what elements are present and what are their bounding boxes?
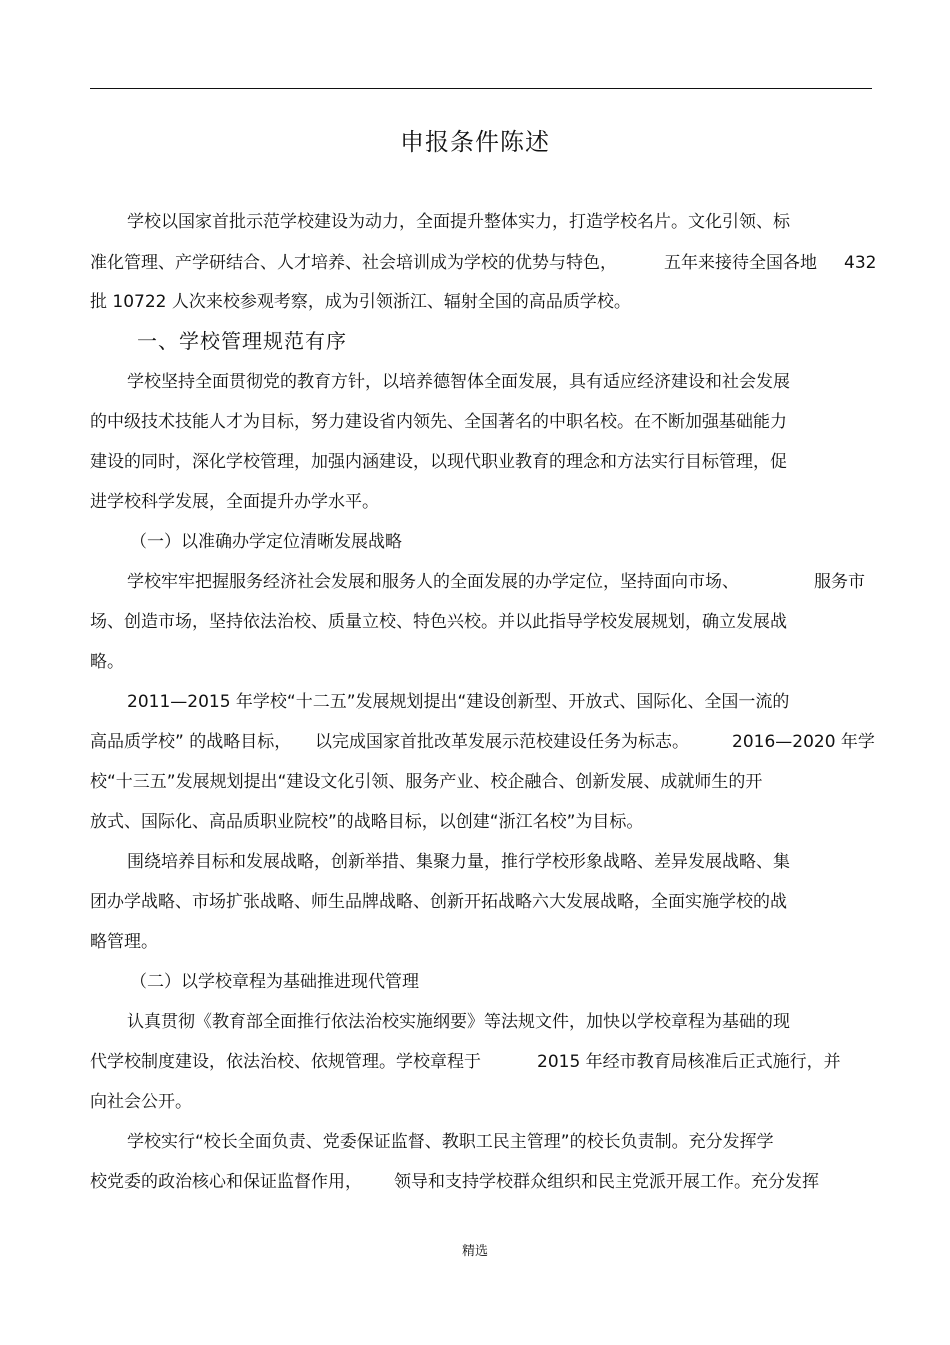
subsection-heading: （一）以准确办学定位清晰发展战略	[130, 532, 402, 552]
text-line: 以完成国家首批改革发展示范校建设任务为标志。	[315, 732, 689, 752]
text-line: 团办学战略、市场扩张战略、师生品牌战略、创新开拓战略六大发展战略，全面实施学校的战	[90, 892, 787, 912]
text-line: 服务市	[814, 572, 865, 592]
text-line: 的中级技术技能人才为目标，努力建设省内领先、全国著名的中职名校。在不断加强基础能力	[90, 412, 787, 432]
text-line: 五年来接待全国各地	[664, 253, 817, 273]
text-line: 认真贯彻《教育部全面推行依法治校实施纲要》等法规文件，加快以学校章程为基础的现	[127, 1012, 790, 1032]
text-line: 向社会公开。	[90, 1092, 192, 1112]
text-line: 2011—2015 年学校“十二五”发展规划提出“建设创新型、开放式、国际化、全国一流的	[127, 692, 790, 712]
text-line: 2015 年经市教育局核准后正式施行，并	[537, 1052, 841, 1072]
text-line: 学校以国家首批示范学校建设为动力，全面提升整体实力，打造学校名片。文化引领、标	[127, 212, 790, 232]
text-line: 进学校科学发展，全面提升办学水平。	[90, 492, 379, 512]
text-line: 校党委的政治核心和保证监督作用，	[90, 1172, 362, 1192]
text-line: 代学校制度建设，依法治校、依规管理。学校章程于	[90, 1052, 481, 1072]
text-line: 略。	[90, 652, 124, 672]
text-line: 场、创造市场，坚持依法治校、质量立校、特色兴校。并以此指导学校发展规划，确立发展战	[90, 612, 787, 632]
header-rule	[90, 88, 872, 89]
text-line: 准化管理、产学研结合、人才培养、社会培训成为学校的优势与特色，	[90, 253, 617, 273]
text-line: 学校实行“校长全面负责、党委保证监督、教职工民主管理”的校长负责制。充分发挥学	[127, 1132, 774, 1152]
text-line: 略管理。	[90, 932, 158, 952]
text-line: 校“十三五”发展规划提出“建设文化引领、服务产业、校企融合、创新发展、成就师生的开	[90, 772, 763, 792]
text-line: 高品质学校” 的战略目标，	[90, 732, 292, 752]
text-line: 432	[844, 253, 877, 273]
text-line: 领导和支持学校群众组织和民主党派开展工作。充分发挥	[394, 1172, 819, 1192]
text-line: 建设的同时，深化学校管理，加强内涵建设，以现代职业教育的理念和方法实行目标管理，促	[90, 452, 787, 472]
text-line: 学校牢牢把握服务经济社会发展和服务人的全面发展的办学定位，坚持面向市场、	[127, 572, 739, 592]
section-heading: 一、学校管理规范有序	[137, 329, 347, 353]
page-title: 申报条件陈述	[400, 128, 550, 156]
text-line: 2016—2020 年学	[732, 732, 875, 752]
text-line: 放式、国际化、高品质职业院校”的战略目标，以创建“浙江名校”为目标。	[90, 812, 644, 832]
page-footer: 精选	[461, 1244, 488, 1259]
text-line: 学校坚持全面贯彻党的教育方针，以培养德智体全面发展，具有适应经济建设和社会发展	[127, 372, 790, 392]
text-line: 批 10722 人次来校参观考察，成为引领浙江、辐射全国的高品质学校。	[90, 292, 631, 312]
subsection-heading: （二）以学校章程为基础推进现代管理	[130, 972, 419, 992]
text-line: 围绕培养目标和发展战略，创新举措、集聚力量，推行学校形象战略、差异发展战略、集	[127, 852, 790, 872]
